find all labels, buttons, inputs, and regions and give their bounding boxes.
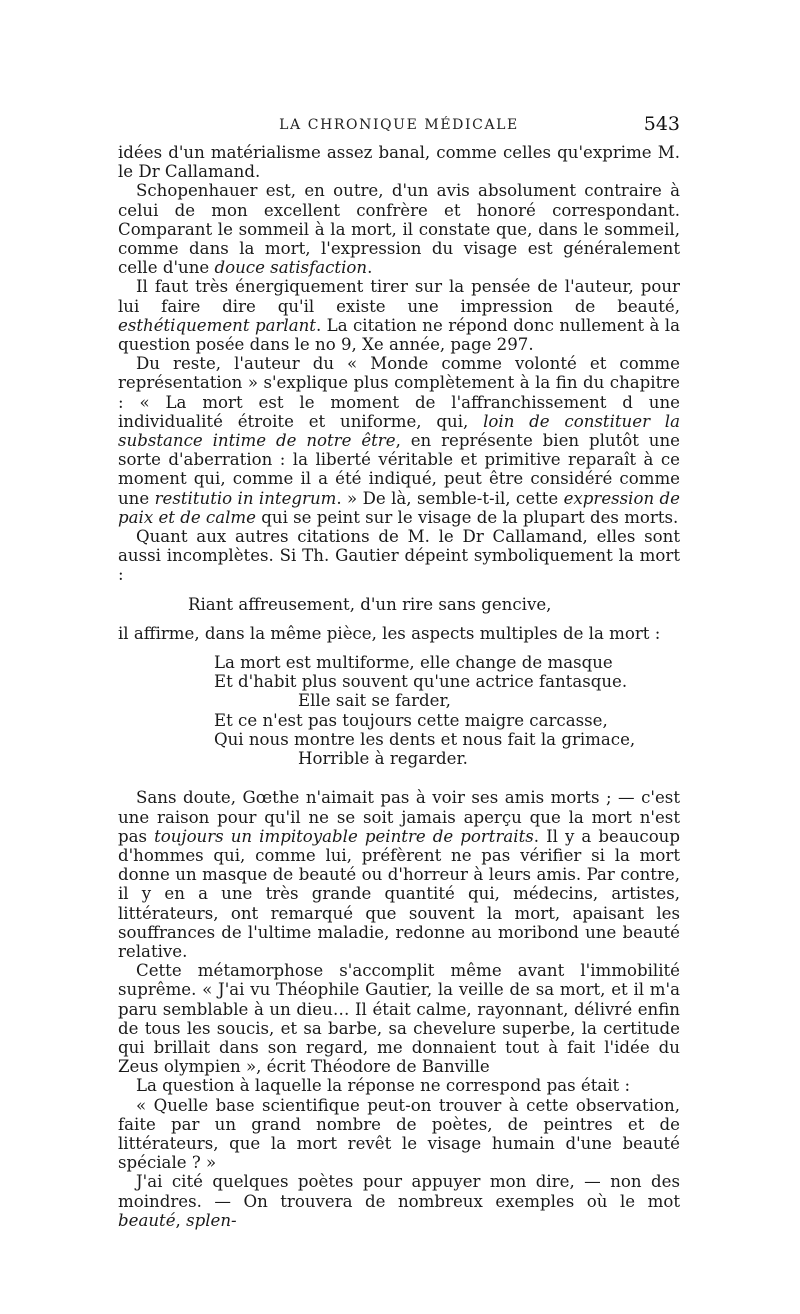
paragraph-4-text-a: Du reste, l'auteur du « Monde comme volonté et comme représentation » s'explique plus complètement à la fin du chapitre : « La mort est le moment de l'affranchissement d une individualité étroite et uniforme, qui, [118, 354, 680, 431]
paragraph-2-text-a: Schopenhauer est, en outre, d'un avis absolument contraire à celui de mon excellent confrère et honoré correspondant. Comparant le sommeil à la mort, il constate que, dans le sommeil, comme dans la mort, l'expression du visage est généralement celle d'une [118, 181, 680, 278]
stanza-line: La mort est multiforme, elle change de masque [214, 653, 613, 673]
paragraph-4-italic-3: expression de paix et de calme [118, 488, 680, 527]
running-title: LA CHRONIQUE MÉDICALE [279, 117, 519, 133]
paragraph-5 [118, 527, 680, 585]
paragraph-7-text-b: . Il y a beaucoup d'hommes qui, comme lui, préfèrent ne pas vérifier si la mort donne un masque de beauté ou d'horreur à leurs amis. Par contre, il y en a une très grande quantité qui, médecins, artistes, littérateurs, ont remarqué que souvent la mort, apaisant les souffrances de l'ultime maladie, redonne au moribond une beauté relative. [118, 826, 680, 961]
stanza-line: Et ce n'est pas toujours cette maigre carcasse, [214, 710, 608, 730]
paragraph-8-text: Cette métamorphose s'accomplit même avant l'immobilité suprême. « J'ai vu Théophile Gautier, la veille de sa mort, et il m'a paru semblable à un dieu… Il était calme, rayonnant, délivré enfin de tous les soucis, et sa barbe, sa chevelure superbe, la certitude qui brillait dans son regard, me donnaient tout à fait l'idée du Zeus olympien », écrit Théodore de Banville [118, 961, 680, 1077]
paragraph-3-text-a: Il faut très énergiquement tirer sur la pensée de l'auteur, pour lui faire dire qu'il existe une impression de beauté, [118, 277, 680, 316]
paragraph-2-text-b: . [367, 258, 373, 278]
paragraph-1-text: idées d'un matérialisme assez banal, comme celles qu'exprime M. le Dr Callamand. [118, 143, 680, 182]
paragraph-7-text-a: Sans doute, Gœthe n'aimait pas à voir ses amis morts ; — c'est une raison pour qu'il ne se soit jamais aperçu que la mort n'est pas [118, 788, 680, 846]
page-header [118, 113, 680, 143]
paragraph-3 [118, 277, 680, 354]
stanza-line: Horrible à regarder. [298, 749, 468, 769]
paragraph-11-italic-2: splen- [186, 1210, 237, 1230]
paragraph-4 [118, 354, 680, 527]
paragraph-11 [118, 1172, 680, 1230]
paragraph-11-text-a: J'ai cité quelques poètes pour appuyer mon dire, — non des moindres. — On trouvera de nombreux exemples où le mot [118, 1172, 680, 1211]
paragraph-7 [118, 788, 680, 961]
page-number: 543 [643, 113, 680, 135]
paragraph-10-text: « Quelle base scientifique peut-on trouver à cette observation, faite par un grand nombre de poètes, de peintres et de littérateurs, que la mort revêt le visage humain d'une beauté spéciale ? » [118, 1095, 680, 1173]
paragraph-4-italic-2: restitutio in integrum [154, 488, 337, 508]
stanza-line: Qui nous montre les dents et nous fait la grimace, [214, 729, 636, 749]
paragraph-4-italic-1: loin de constituer la substance intime de notre être [118, 411, 681, 451]
paragraph-6 [118, 624, 680, 643]
paragraph-4-text-c: . » De là, semble-t-il, cette [336, 488, 564, 508]
paragraph-9-text: La question à laquelle la réponse ne correspond pas était : [136, 1076, 631, 1096]
paragraph-2-italic: douce satisfaction [214, 258, 368, 278]
paragraph-8 [118, 961, 680, 1076]
paragraph-3-italic: esthétiquement parlant [118, 315, 316, 335]
paragraph-5-text: Quant aux autres citations de M. le Dr Callamand, elles sont aussi incomplètes. Si Th. Gautier dépeint symboliquement la mort : [118, 527, 680, 585]
paragraph-9 [118, 1076, 680, 1095]
paragraph-11-text-b: , [175, 1210, 187, 1230]
poem-stanza [118, 653, 680, 768]
paragraph-7-italic: toujours un impitoyable peintre de portraits [154, 826, 534, 846]
verse-quote [118, 595, 680, 614]
paragraph-10 [118, 1096, 680, 1173]
verse-line: Riant affreusement, d'un rire sans gencive, [188, 594, 552, 614]
paragraph-2 [118, 181, 680, 277]
paragraph-4-text-d: qui se peint sur le visage de la plupart des morts. [255, 507, 679, 527]
stanza-line: Et d'habit plus souvent qu'une actrice fantasque. [214, 672, 628, 692]
paragraph-3-text-b: . La citation ne répond donc nullement à la question posée dans le no 9, Xe année, page 297. [118, 315, 680, 355]
paragraph-6-text: il affirme, dans la même pièce, les aspects multiples de la mort : [118, 623, 661, 643]
stanza-line: Elle sait se farder, [298, 691, 451, 711]
paragraph-4-text-b: , en représente bien plutôt une sorte d'aberration : la liberté véritable et primitive reparaît à ce moment qui, comme il a été indiqué, peut être considéré comme une [118, 431, 680, 508]
paragraph-1 [118, 143, 680, 181]
paragraph-11-italic-1: beauté [118, 1210, 176, 1230]
body-text [118, 143, 680, 1230]
